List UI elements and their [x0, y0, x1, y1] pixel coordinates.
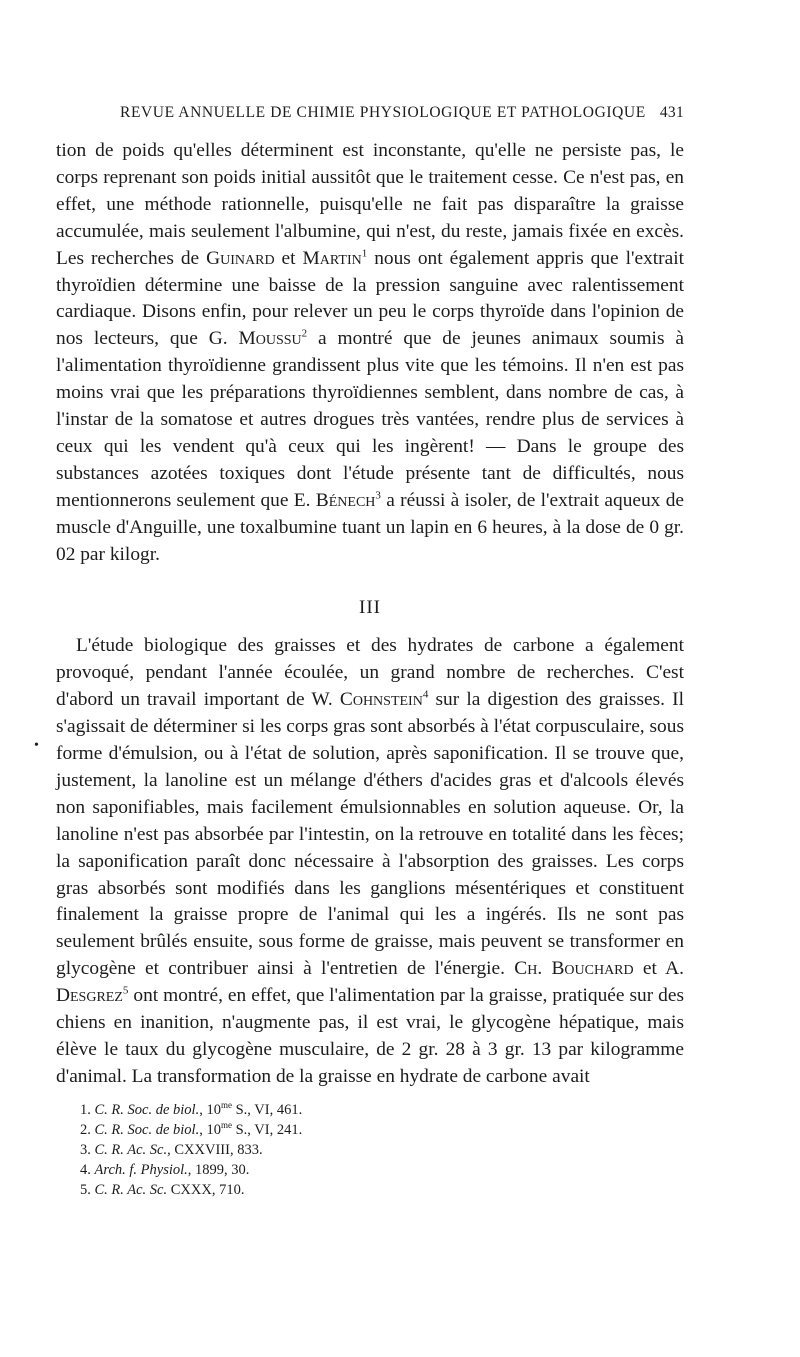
author-name: Ch. Bouchard [514, 958, 634, 980]
text-run: ont montré, en effet, que l'alimentation par la graisse, pratiquée sur des chiens en inanition, n'augmente pas, il est vrai, le glycogène hépatique, mais élève le taux du glycogène musculaire, de 2 gr. 28 à 3 gr. 13 par kilogramme d'animal. La transformation de la graisse en hydrate de carbone avait [56, 985, 684, 1087]
text-run: nous ont également appris que l'extrait thyroïdien détermine une baisse de la pression sanguine avec ralentissement cardiaque. Disons enfin, pour relever un peu le corps thyroïde dans l'opinion de nos lecteurs, que G. [56, 247, 684, 350]
author-name: Desgrez [56, 985, 123, 1007]
paragraph-1 [56, 138, 684, 569]
footnote-ref: 2 [301, 327, 308, 340]
text-run: L'étude biologique des graisses et des hydrates de carbone a également provoqué, pendant l'année écoulée, un grand nombre de recherches. C'est d'abord un travail important de W. [56, 635, 684, 711]
text-run: a réussi à isoler, de l'extrait aqueux de muscle d'Anguille, une toxalbumine tuant un lapin en 6 heures, à la dose de 0 gr. 02 par kilogr. [56, 489, 684, 565]
footnote-ref: 3 [375, 489, 381, 502]
footnote-ref-text: , CXXVIII, 833. [167, 1142, 263, 1158]
text-run: tion de poids qu'elles déterminent est inconstante, qu'elle ne persiste pas, le corps reprenant son poids initial aussitôt que le traitement cesse. Ce n'est pas, en effet, une méthode rationnelle, puisqu'elle ne fait pas disparaître la graisse accumulée, mais seulement l'albumine, qui n'est, du reste, jamais fixée en excès. Les recherches de [56, 140, 684, 269]
footnote-1 [80, 1100, 640, 1120]
paragraph-2 [56, 633, 684, 1090]
author-name: Moussu [238, 328, 302, 350]
footnote-ref-text: CXXX, 710. [167, 1182, 245, 1198]
page-number: 431 [659, 104, 684, 121]
text-run: et A. [633, 958, 684, 980]
author-name: Cohnstein [339, 689, 423, 711]
footnote-source: C. R. Ac. Sc. [94, 1182, 168, 1198]
footnote-sup: me [220, 1100, 232, 1111]
footnote-ref-text: , 10 [199, 1122, 221, 1138]
footnote-ref-text: S., VI, 461. [231, 1102, 303, 1118]
footnote-number: 5. [80, 1182, 91, 1198]
footnote-ref: 5 [122, 984, 129, 997]
author-name: Bénech [315, 489, 376, 511]
author-name: Guinard [206, 247, 275, 269]
author-name: Martin [302, 247, 362, 269]
text-run: et [274, 247, 303, 269]
footnotes [80, 1100, 640, 1200]
footnote-ref-text: S., VI, 241. [231, 1122, 303, 1138]
footnote-ref-text: , 10 [199, 1102, 221, 1118]
footnote-source: Arch. f. Physiol. [94, 1162, 188, 1178]
footnote-source: C. R. Ac. Sc. [94, 1142, 168, 1158]
margin-mark: • [34, 738, 39, 753]
footnote-2 [80, 1120, 640, 1140]
footnote-ref: 1 [361, 247, 368, 260]
running-header [120, 104, 684, 122]
text-run: sur la digestion des graisses. Il s'agissait de déterminer si les corps gras sont absorbés à l'état corpusculaire, sous forme d'émulsion, ou à l'état de solution, après saponification. Il se trouve que, justement, la lanoline est un mélange d'éthers d'acides gras et d'alcools élevés non saponifiables, mais facilement émulsionnables en solution aqueuse. Or, la lanoline n'est pas absorbée par l'intestin, on la retrouve en totalité dans les fèces; la saponification paraît donc nécessaire à l'absorption des graisses. Les corps gras absorbés sont modifiés dans les ganglions mésentériques et constituent finalement la graisse propre de l'animal qui les a ingérés. Ils ne sont pas seulement brûlés ensuite, sous forme de graisse, mais peuvent se transformer en glycogène et contribuer ainsi à l'entretien de l'énergie. [56, 689, 684, 980]
running-title: REVUE ANNUELLE DE CHIMIE PHYSIOLOGIQUE ET PATHOLOGIQUE [120, 104, 646, 121]
footnote-number: 1. [80, 1102, 91, 1118]
text-run: a montré que de jeunes animaux soumis à l'alimentation thyroïdienne grandissent plus vite que les témoins. Il n'en est pas moins vrai que les préparations thyroïdiennes semblent, dans nombre de cas, à l'instar de la somatose et autres drogues très vantées, rendre plus de services à ceux qui les vendent qu'à ceux qui les ingèrent! — Dans le groupe des substances azotées toxiques dont l'étude présente tant de difficultés, nous mentionnerons seulement que E. [56, 328, 684, 511]
section-heading: III [359, 596, 381, 618]
footnote-source: C. R. Soc. de biol. [94, 1122, 200, 1138]
body-text [56, 138, 684, 1091]
footnote-ref: 4 [422, 688, 429, 701]
footnote-4 [80, 1160, 640, 1180]
footnote-3 [80, 1140, 640, 1160]
footnote-5 [80, 1180, 640, 1200]
footnote-sup: me [220, 1120, 232, 1131]
footnote-ref-text: , 1899, 30. [187, 1162, 250, 1178]
footnote-number: 3. [80, 1142, 91, 1158]
footnote-number: 4. [80, 1162, 91, 1178]
footnote-source: C. R. Soc. de biol. [94, 1102, 200, 1118]
footnote-number: 2. [80, 1122, 91, 1138]
